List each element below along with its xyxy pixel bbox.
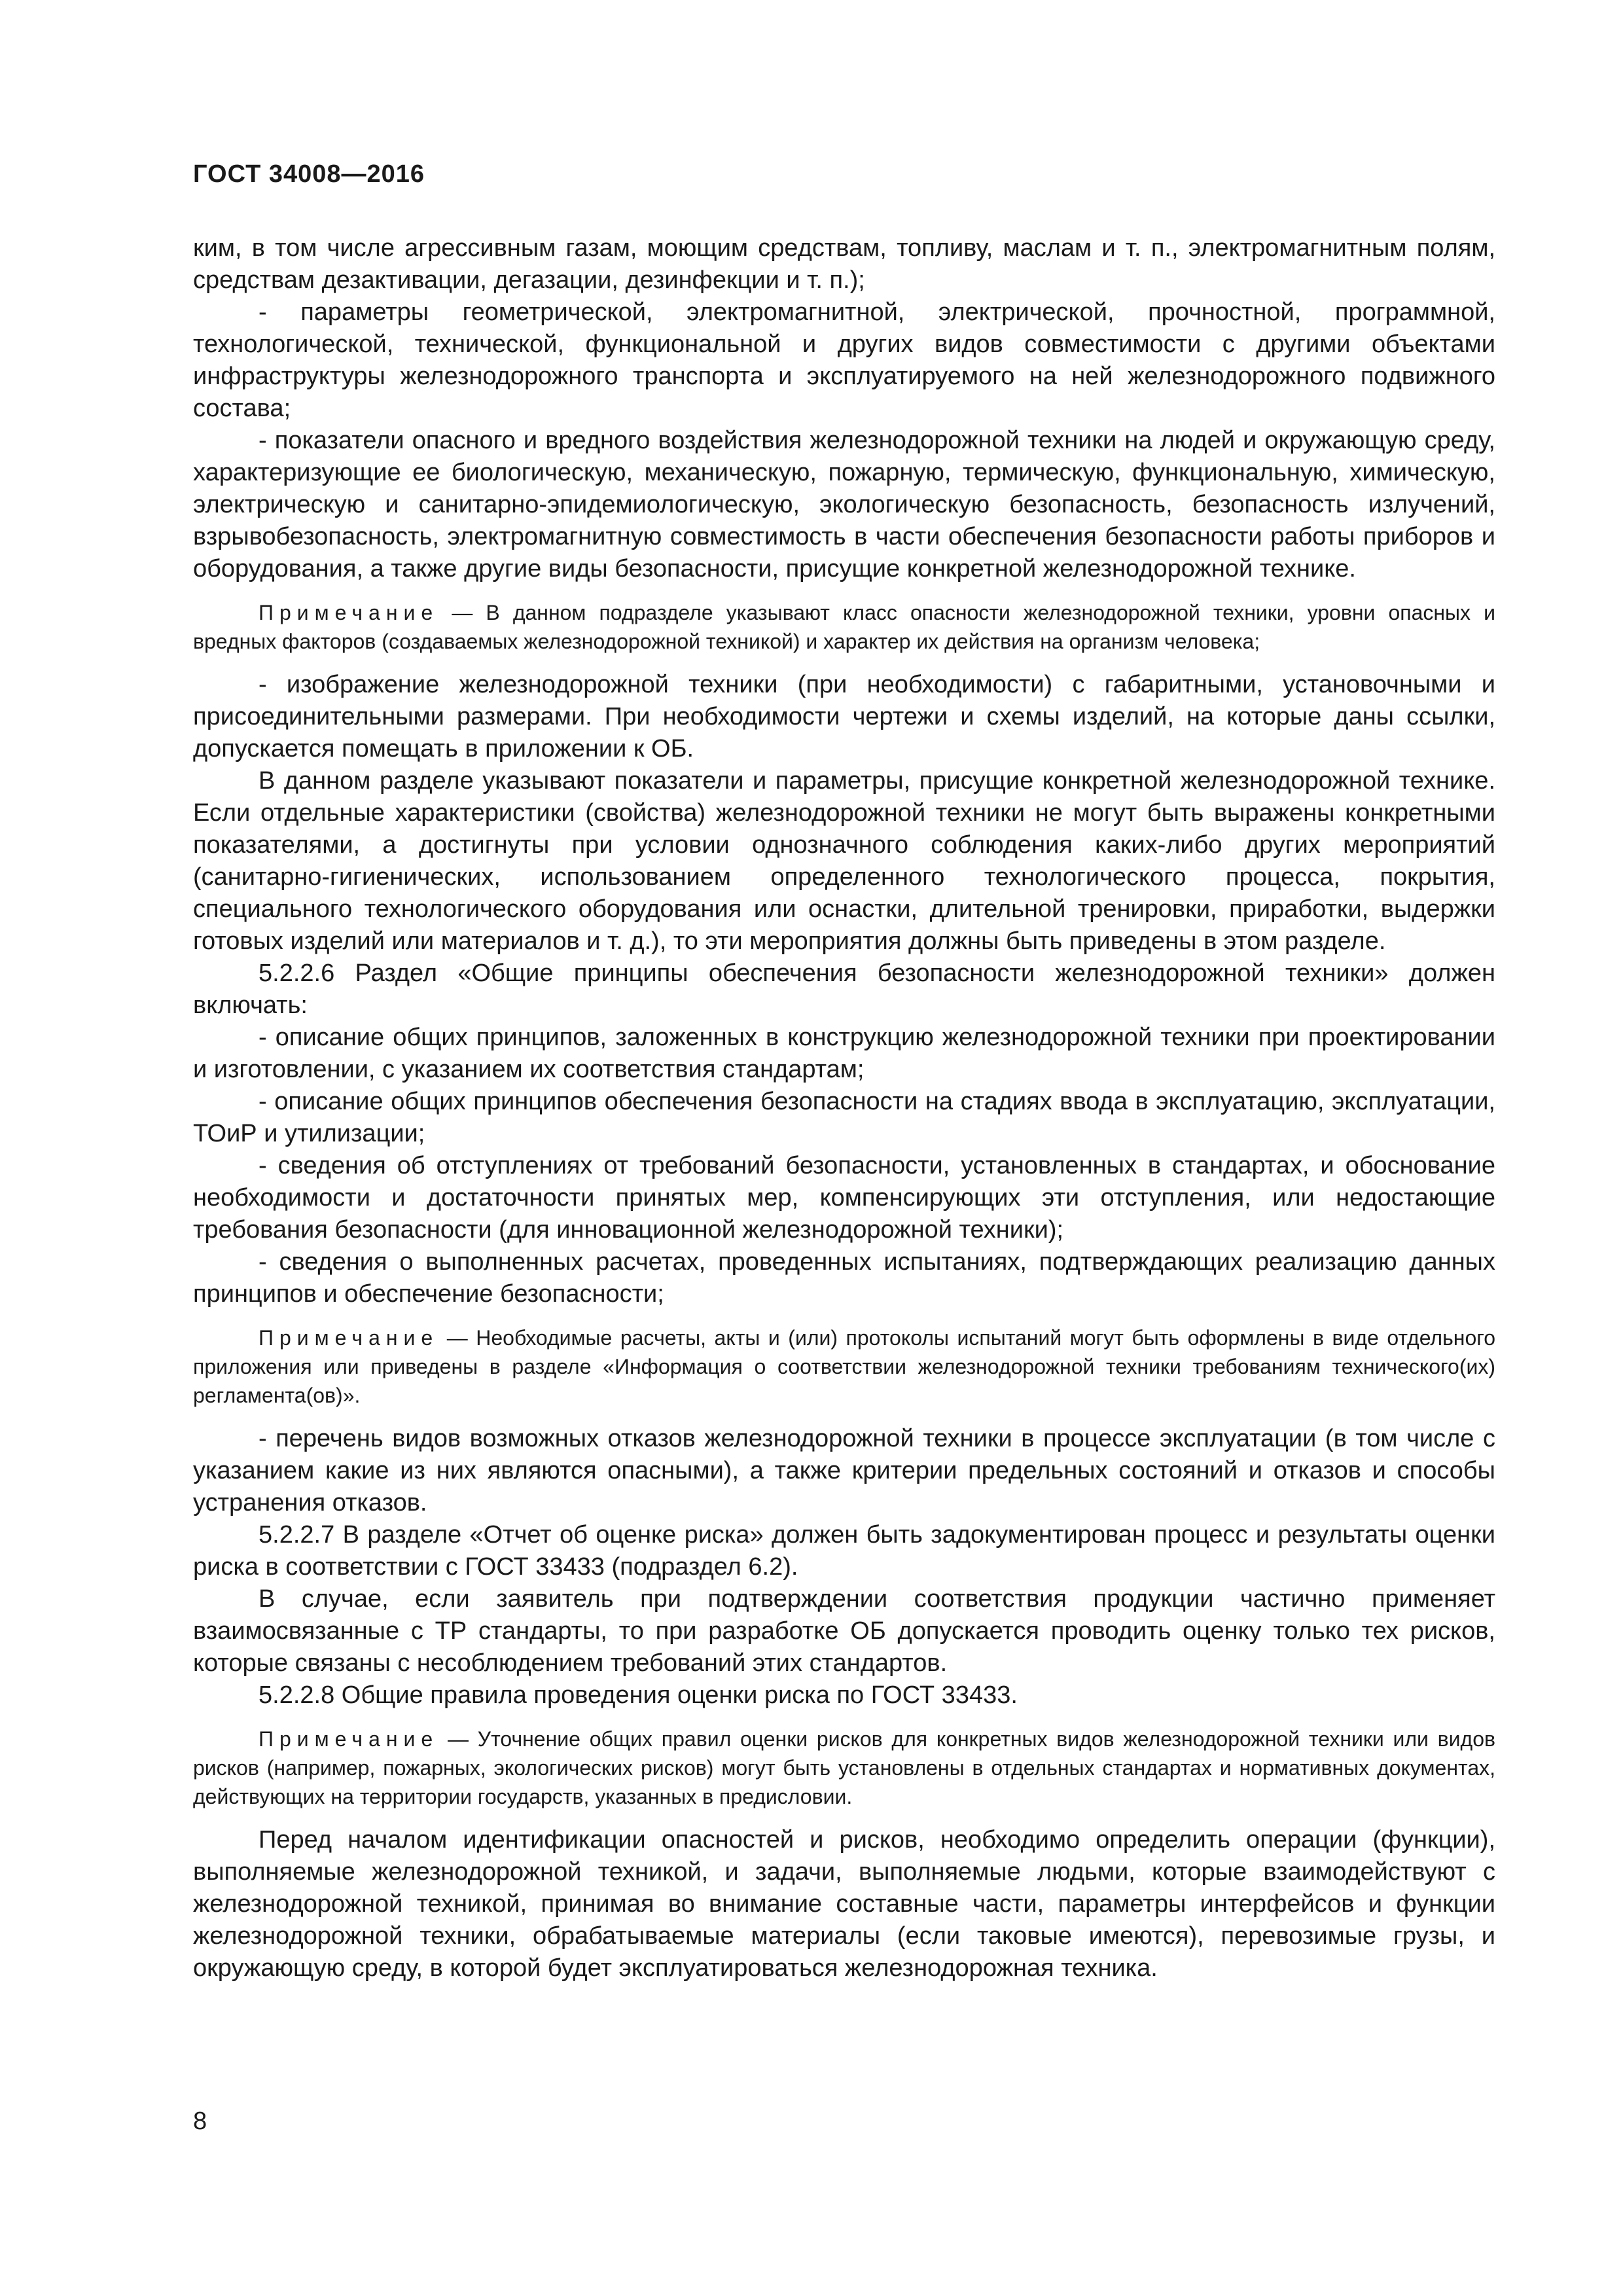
page-number: 8 bbox=[193, 2108, 207, 2135]
list-item-calculations: - сведения о выполненных расчетах, проведенных испытаниях, подтверждающих реализацию данных принципов и обеспечение безопасности; bbox=[193, 1248, 1495, 1308]
paragraph-hazard-identification: Перед началом идентификации опасностей и рисков, необходимо определить операции (функции), выполняемые железнодорожной техникой, и задачи, выполняемые людьми, которые взаимодействуют с железнодорожной техникой, принимая во внимание составные части, параметры интерфейсов и функции железнодорожной техники, обрабатываемые материалы (если таковые имеются), перевозимые грузы, и окружающую среду, в которой будет эксплуатироваться железнодорожная техника. bbox=[193, 1826, 1495, 1982]
clause-5-2-2-6: 5.2.2.6 Раздел «Общие принципы обеспечения безопасности железнодорожной техники» должен включать: bbox=[193, 960, 1495, 1019]
list-item-deviations: - сведения об отступлениях от требований безопасности, установленных в стандартах, и обоснование необходимости и достаточности принятых мер, компенсирующих эти отступления, или недостающие требования безопасности (для инновационной железнодорожной техники); bbox=[193, 1152, 1495, 1244]
list-item-image: - изображение железнодорожной техники (при необходимости) с габаритными, установочными и присоединительными размерами. При необходимости чертежи и схемы изделий, на которые даны ссылки, допускается помещать в приложении к ОБ. bbox=[193, 671, 1495, 762]
note-text: — В данном подразделе указывают класс опасности железнодорожной техники, уровни опасных и вредных факторов (создаваемых железнодорожной техникой) и характер их действия на организм человека; bbox=[193, 601, 1496, 653]
note-label: Примечание bbox=[259, 1727, 439, 1751]
note-text: — Необходимые расчеты, акты и (или) протоколы испытаний могут быть оформлены в виде отдельного приложения или приведены в разделе «Информация о соответствии железнодорожной техники требованиям технического(их) регламента(ов)». bbox=[193, 1326, 1496, 1407]
note-risk-rules bbox=[193, 1725, 1495, 1811]
list-item-hazard-indicators: - показатели опасного и вредного воздействия железнодорожной техники на людей и окружающую среду, характеризующие ее биологическую, механическую, пожарную, термическую, функциональную, химическую, электрическую и санитарно-эпидемиологическую, экологическую безопасность, безопасность излучений, взрывобезопасность, электромагнитную совместимость в части обеспечения безопасности работы приборов и оборудования, а также другие виды безопасности, присущие конкретной железнодорожной технике. bbox=[193, 427, 1495, 583]
list-item-commissioning-principles: - описание общих принципов обеспечения безопасности на стадиях ввода в эксплуатацию, эксплуатации, ТОиР и утилизации; bbox=[193, 1088, 1495, 1147]
standard-header: ГОСТ 34008—2016 bbox=[193, 160, 425, 188]
paragraph-applicant-case: В случае, если заявитель при подтверждении соответствия продукции частично применяет взаимосвязанные с ТР стандарты, то при разработке ОБ допускается проводить оценку только тех рисков, которые связаны с несоблюдением требований этих стандартов. bbox=[193, 1585, 1495, 1677]
clause-5-2-2-7: 5.2.2.7 В разделе «Отчет об оценке риска» должен быть задокументирован процесс и результаты оценки риска в соответствии с ГОСТ 33433 (подраздел 6.2). bbox=[193, 1521, 1495, 1581]
list-item-failures: - перечень видов возможных отказов железнодорожной техники в процессе эксплуатации (в том числе с указанием какие из них являются опасными), а также критерии предельных состояний и отказов и способы устранения отказов. bbox=[193, 1425, 1495, 1516]
note-label: Примечание bbox=[259, 601, 439, 624]
paragraph-continuation: ким, в том числе агрессивным газам, моющим средствам, топливу, маслам и т. п., электромагнитным полям, средствам дезактивации, дегазации, дезинфекции и т. п.); bbox=[193, 234, 1495, 294]
note-text: — Уточнение общих правил оценки рисков для конкретных видов железнодорожной техники или видов рисков (например, пожарных, экологических рисков) могут быть установлены в отдельных стандартах и нормативных документах, действующих на территории государств, указанных в предисловии. bbox=[193, 1727, 1496, 1808]
note-hazard-class bbox=[193, 598, 1495, 656]
list-item-compatibility: - параметры геометрической, электромагнитной, электрической, прочностной, программной, технологической, технической, функциональной и других видов совместимости с другими объектами инфраструктуры железнодорожного транспорта и эксплуатируемого на ней железнодорожного подвижного состава; bbox=[193, 298, 1495, 422]
note-label: Примечание bbox=[259, 1326, 439, 1350]
document-body bbox=[193, 232, 1495, 1984]
list-item-design-principles: - описание общих принципов, заложенных в конструкцию железнодорожной техники при проектировании и изготовлении, с указанием их соответствия стандартам; bbox=[193, 1024, 1495, 1083]
note-calculations bbox=[193, 1323, 1495, 1410]
clause-5-2-2-8: 5.2.2.8 Общие правила проведения оценки риска по ГОСТ 33433. bbox=[259, 1681, 1018, 1709]
paragraph-section-parameters: В данном разделе указывают показатели и параметры, присущие конкретной железнодорожной технике. Если отдельные характеристики (свойства) железнодорожной техники не могут быть выражены конкретными показателями, а достигнуты при условии однозначного соблюдения каких-либо других мероприятий (санитарно-гигиенических, использованием определенного технологического процесса, покрытия, специального технологического оборудования или оснастки, длительной тренировки, приработки, выдержки готовых изделий или материалов и т. д.), то эти мероприятия должны быть приведены в этом разделе. bbox=[193, 767, 1495, 955]
